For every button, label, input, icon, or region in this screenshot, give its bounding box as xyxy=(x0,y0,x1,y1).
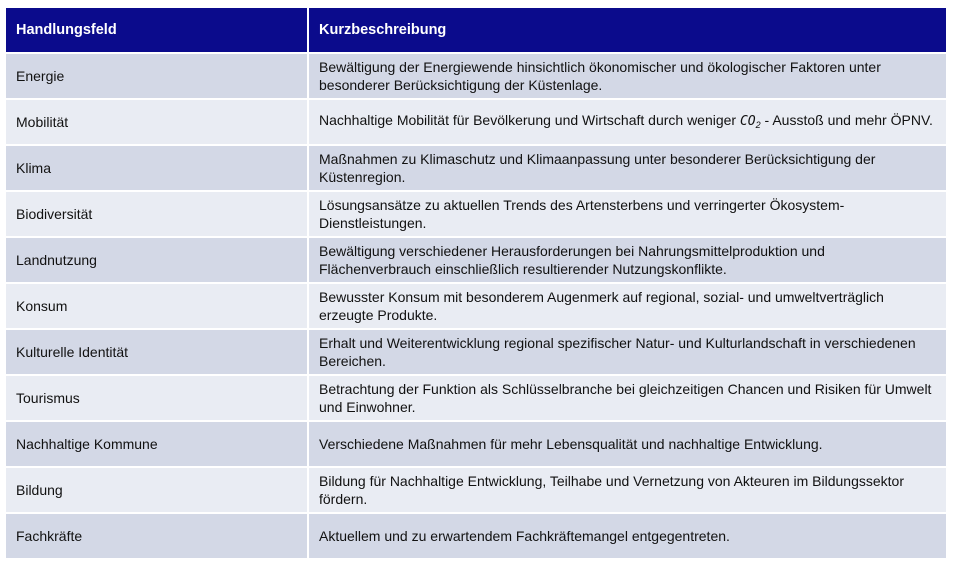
description-cell: Betrachtung der Funktion als Schlüsselbranche bei gleichzeitigen Chancen und Risiken für Umwelt und Einwohner. xyxy=(307,376,946,420)
field-cell: Fachkräfte xyxy=(6,514,307,558)
field-cell: Energie xyxy=(6,54,307,98)
description-cell: Bildung für Nachhaltige Entwicklung, Teilhabe und Vernetzung von Akteuren im Bildungssektor fördern. xyxy=(307,468,946,512)
table-row xyxy=(6,100,946,146)
table-row xyxy=(6,422,946,468)
description-cell xyxy=(307,100,946,144)
field-cell: Mobilität xyxy=(6,100,307,144)
description-cell: Aktuellem und zu erwartendem Fachkräftemangel entgegentreten. xyxy=(307,514,946,558)
field-cell: Kulturelle Identität xyxy=(6,330,307,374)
field-cell: Landnutzung xyxy=(6,238,307,282)
description-cell: Bewältigung verschiedener Herausforderungen bei Nahrungsmittelproduktion und Flächenverbrauch einschließlich resultierender Nutzungskonflikte. xyxy=(307,238,946,282)
table-row xyxy=(6,54,946,100)
description-cell: Lösungsansätze zu aktuellen Trends des Artensterbens und verringerter Ökosystem-Dienstleistungen. xyxy=(307,192,946,236)
description-cell: Bewusster Konsum mit besonderem Augenmerk auf regional, sozial- und umweltverträglich erzeugte Produkte. xyxy=(307,284,946,328)
handlungsfelder-table xyxy=(6,8,946,560)
description-cell: Bewältigung der Energiewende hinsichtlich ökonomischer und ökologischer Faktoren unter besonderer Berücksichtigung der Küstenlage. xyxy=(307,54,946,98)
table-row xyxy=(6,330,946,376)
description-text-pre: Nachhaltige Mobilität für Bevölkerung und Wirtschaft durch weniger xyxy=(319,111,740,128)
table-row xyxy=(6,514,946,560)
header-handlungsfeld: Handlungsfeld xyxy=(6,8,307,52)
field-cell: Konsum xyxy=(6,284,307,328)
table-row xyxy=(6,376,946,422)
table-row xyxy=(6,192,946,238)
field-cell: Biodiversität xyxy=(6,192,307,236)
field-cell: Nachhaltige Kommune xyxy=(6,422,307,466)
description-cell: Maßnahmen zu Klimaschutz und Klimaanpassung unter besonderer Berücksichtigung der Küstenregion. xyxy=(307,146,946,190)
table-row xyxy=(6,146,946,192)
description-cell: Erhalt und Weiterentwicklung regional spezifischer Natur- und Kulturlandschaft in verschiedenen Bereichen. xyxy=(307,330,946,374)
co2-subscript: 2 xyxy=(755,119,761,130)
co2-formula: CO xyxy=(739,113,756,129)
description-cell: Verschiedene Maßnahmen für mehr Lebensqualität und nachhaltige Entwicklung. xyxy=(307,422,946,466)
field-cell: Tourismus xyxy=(6,376,307,420)
table-row xyxy=(6,468,946,514)
header-kurzbeschreibung: Kurzbeschreibung xyxy=(307,8,946,52)
table-header-row xyxy=(6,8,946,54)
table-row xyxy=(6,238,946,284)
field-cell: Klima xyxy=(6,146,307,190)
table-row xyxy=(6,284,946,330)
field-cell: Bildung xyxy=(6,468,307,512)
description-text-post: - Ausstoß und mehr ÖPNV. xyxy=(760,111,933,128)
